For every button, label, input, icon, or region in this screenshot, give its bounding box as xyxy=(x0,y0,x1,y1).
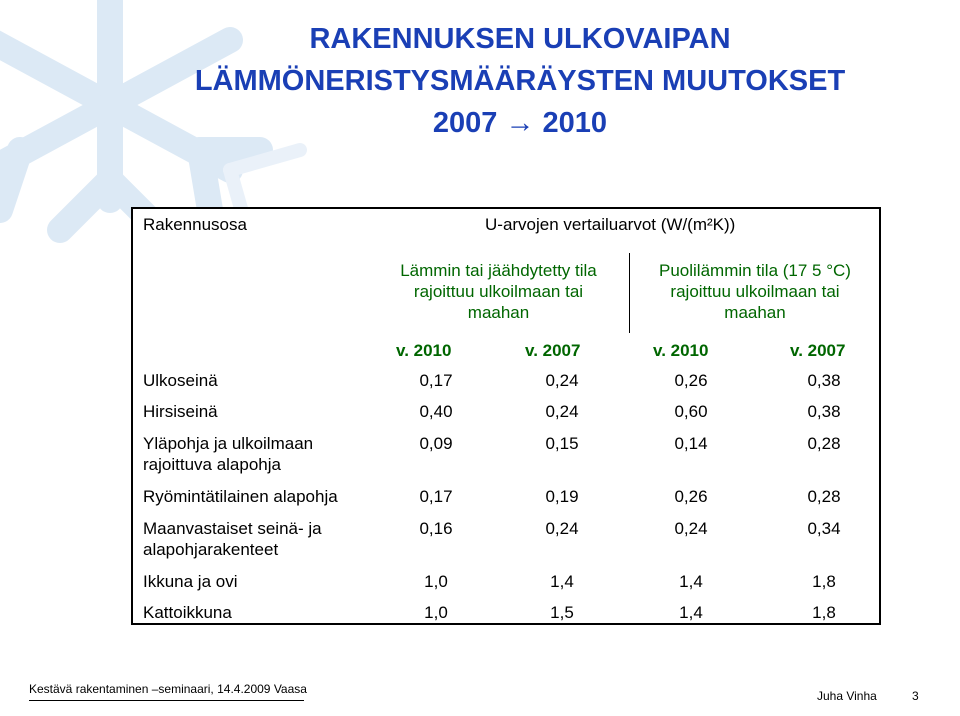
row-label: Yläpohja ja ulkoilmaan rajoittuva alapohja xyxy=(143,434,314,474)
table-cell: 0,17 xyxy=(419,371,453,390)
table-cell: 0,24 xyxy=(545,519,579,538)
table-cell: 1,0 xyxy=(424,603,448,622)
footer-event: Kestävä rakentaminen –seminaari, 14.4.2009 Vaasa xyxy=(29,682,307,696)
year-label-2: v. 2007 xyxy=(525,341,581,360)
row-label: Hirsiseinä xyxy=(143,402,218,421)
table-cell: 0,38 xyxy=(807,371,841,390)
table-cell: 1,4 xyxy=(679,572,703,591)
year-label-1: v. 2010 xyxy=(396,341,452,360)
table-cell: 0,24 xyxy=(545,402,579,421)
title-line-1: RAKENNUKSEN ULKOVAIPAN xyxy=(309,23,731,55)
uvalue-table xyxy=(131,207,881,625)
year-label-3: v. 2010 xyxy=(653,341,709,360)
table-cell: 0,09 xyxy=(419,434,453,453)
row-label: Ryömintätilainen alapohja xyxy=(143,487,338,506)
page-number: 3 xyxy=(912,689,919,703)
table-cell: 0,28 xyxy=(807,487,841,506)
year-label-4: v. 2007 xyxy=(790,341,846,360)
table-cell: 0,26 xyxy=(674,487,708,506)
row-label: Maanvastaiset seinä- ja alapohjarakenteet xyxy=(143,519,322,559)
uvalue-header: U-arvojen vertailuarvot (W/(m²K)) xyxy=(485,215,736,234)
group1-header: Lämmin tai jäähdytetty tila rajoittuu ulkoilmaan tai maahan xyxy=(400,261,597,322)
table-cell: 0,40 xyxy=(419,402,453,421)
row-label: Kattoikkuna xyxy=(143,603,232,622)
table-cell: 0,34 xyxy=(807,519,841,538)
page-title xyxy=(170,18,870,144)
table-cell: 0,15 xyxy=(545,434,579,453)
table-cell: 0,16 xyxy=(419,519,453,538)
table-cell: 1,8 xyxy=(812,572,836,591)
table-cell: 1,4 xyxy=(550,572,574,591)
table-cell: 0,19 xyxy=(545,487,579,506)
footer-divider xyxy=(29,700,304,701)
group-divider xyxy=(629,253,630,333)
table-cell: 0,38 xyxy=(807,402,841,421)
table-cell: 0,28 xyxy=(807,434,841,453)
table-cell: 1,4 xyxy=(679,603,703,622)
group2-header: Puolilämmin tila (17 5 °C) rajoittuu ulkoilmaan tai maahan xyxy=(659,261,851,322)
table-cell: 1,8 xyxy=(812,603,836,622)
table-cell: 0,24 xyxy=(545,371,579,390)
row-label: Ulkoseinä xyxy=(143,371,218,390)
table-cell: 1,5 xyxy=(550,603,574,622)
title-line-2: LÄMMÖNERISTYSMÄÄRÄYSTEN MUUTOKSET xyxy=(194,65,846,97)
table-cell: 0,17 xyxy=(419,487,453,506)
row-label: Ikkuna ja ovi xyxy=(143,572,238,591)
table-cell: 1,0 xyxy=(424,572,448,591)
part-header: Rakennusosa xyxy=(143,215,247,234)
title-line-3: 2007 → 2010 xyxy=(432,107,608,139)
table-cell: 0,60 xyxy=(674,402,708,421)
footer-author: Juha Vinha xyxy=(817,689,877,703)
table-cell: 0,24 xyxy=(674,519,708,538)
table-cell: 0,26 xyxy=(674,371,708,390)
table-cell: 0,14 xyxy=(674,434,708,453)
